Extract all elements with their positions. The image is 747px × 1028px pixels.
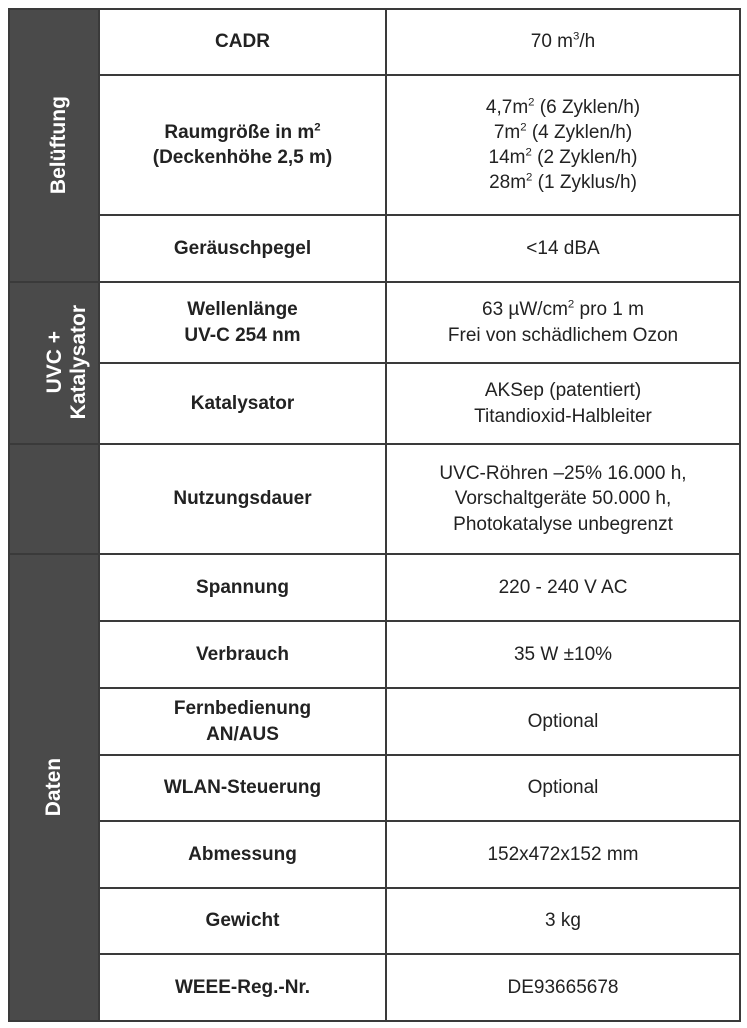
group-daten <box>9 554 99 1021</box>
table-row-weee <box>9 954 740 1021</box>
group-label-belueftung: Belüftung <box>46 96 70 195</box>
value-weee: DE93665678 <box>386 954 740 1021</box>
value-abmessung: 152x472x152 mm <box>386 821 740 888</box>
label-gewicht: Gewicht <box>99 888 386 954</box>
label-nutzungsdauer: Nutzungsdauer <box>99 444 386 554</box>
label-katalysator: Katalysator <box>99 363 386 444</box>
label-spannung: Spannung <box>99 554 386 621</box>
label-wellenlaenge: Wellenlänge UV-C 254 nm <box>99 282 386 363</box>
table-row-verbrauch <box>9 621 740 688</box>
label-geraeuschpegel: Geräuschpegel <box>99 215 386 282</box>
table-row-spannung <box>9 554 740 621</box>
value-raumgroesse: $4,7m^2$ (6 Zyklen/h) $7m^2$ (4 Zyklen/h) $14m^2$ (2 Zyklen/h) $28m^2$ (1 Zyklus/h) <box>386 75 740 215</box>
table-row-nutzungsdauer <box>9 444 740 554</box>
value-nutzungsdauer: UVC-Röhren –25% 16.000 h, Vorschaltgeräte 50.000 h, Photokatalyse unbegrenzt <box>386 444 740 554</box>
value-wlan: Optional <box>386 755 740 821</box>
value-wellenlaenge: 63 $\mu W/cm^2$ pro 1 m Frei von schädlichem Ozon <box>386 282 740 363</box>
label-verbrauch: Verbrauch <box>99 621 386 688</box>
group-belueftung <box>9 9 99 282</box>
value-katalysator: AKSep (patentiert) Titandioxid-Halbleiter <box>386 363 740 444</box>
table-row-wellenlaenge <box>9 282 740 363</box>
value-fernbedienung: Optional <box>386 688 740 755</box>
label-wlan: WLAN-Steuerung <box>99 755 386 821</box>
table-row-cadr <box>9 9 740 75</box>
group-label-daten: Daten <box>41 757 65 817</box>
group-uvc-katalysator <box>9 282 99 444</box>
label-cadr: CADR <box>99 9 386 75</box>
value-geraeuschpegel: <14 dBA <box>386 215 740 282</box>
value-spannung: 220 - 240 V AC <box>386 554 740 621</box>
table-row-gewicht <box>9 888 740 954</box>
value-verbrauch: 35 W ±10% <box>386 621 740 688</box>
label-fernbedienung: Fernbedienung AN/AUS <box>99 688 386 755</box>
label-weee: WEEE-Reg.-Nr. <box>99 954 386 1021</box>
table-row-abmessung <box>9 821 740 888</box>
label-abmessung: Abmessung <box>99 821 386 888</box>
value-cadr: 70 $m^3/h$ <box>386 9 740 75</box>
spec-table <box>8 8 741 1022</box>
table-row-fernbedienung <box>9 688 740 755</box>
table-row-geraeuschpegel <box>9 215 740 282</box>
table-row-wlan <box>9 755 740 821</box>
group-empty <box>9 444 99 554</box>
label-raumgroesse: Raumgröße in $m^2$ (Deckenhöhe 2,5 m) <box>99 75 386 215</box>
table-row-katalysator <box>9 363 740 444</box>
group-label-uvc-katalysator: UVC + Katalysator <box>43 305 91 420</box>
value-gewicht: 3 kg <box>386 888 740 954</box>
table-row-raumgroesse <box>9 75 740 215</box>
